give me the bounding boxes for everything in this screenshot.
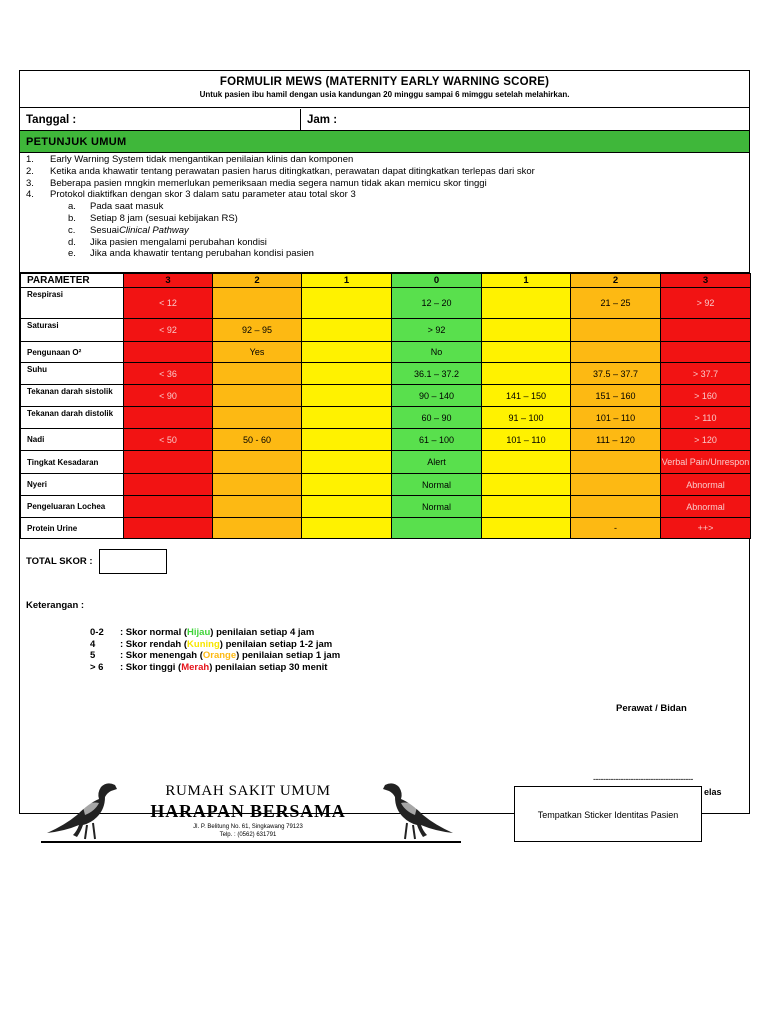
subitem-letter: d. — [68, 236, 76, 248]
jam-field[interactable]: Jam : — [307, 114, 338, 126]
score-cell[interactable] — [302, 407, 392, 429]
legend-pre: : Skor tinggi ( — [120, 661, 182, 673]
score-cell[interactable] — [571, 474, 661, 496]
table-row — [21, 451, 751, 474]
legend-color-word: Orange — [202, 650, 237, 662]
score-cell[interactable] — [213, 363, 302, 385]
score-cell[interactable] — [124, 496, 213, 518]
score-header: 3 — [661, 274, 751, 288]
score-cell[interactable] — [124, 407, 213, 429]
score-header: 0 — [392, 274, 482, 288]
subitem-letter: a. — [68, 201, 76, 213]
score-cell[interactable] — [571, 342, 661, 363]
subitem-text: Pada saat masuk — [90, 201, 164, 213]
table-row — [21, 319, 751, 342]
bird-left-icon — [43, 777, 125, 841]
parameter-header: PARAMETER — [21, 274, 124, 288]
legend-post: ) penilaian setiap 30 menit — [209, 661, 328, 673]
legend-key: 0-2 — [90, 627, 104, 638]
parameter-name: Saturasi — [21, 319, 124, 342]
score-cell[interactable] — [571, 496, 661, 518]
score-header: 2 — [571, 274, 661, 288]
score-cell[interactable]: 101 – 110 — [571, 407, 661, 429]
score-cell[interactable]: 92 – 95 — [213, 319, 302, 342]
instruction-subitem — [26, 213, 749, 225]
instructions-list — [20, 153, 749, 273]
signature-role: Perawat / Bidan — [616, 703, 687, 714]
title-block — [20, 71, 749, 108]
legend-item — [90, 639, 340, 651]
signature-suffix: elas — [704, 787, 722, 797]
score-cell[interactable] — [302, 474, 392, 496]
score-cell[interactable] — [482, 342, 571, 363]
score-cell[interactable]: 61 – 100 — [392, 429, 482, 451]
legend-color-word: Kuning — [187, 638, 220, 650]
instruction-item — [26, 178, 749, 190]
score-cell[interactable]: 101 – 110 — [482, 429, 571, 451]
score-cell[interactable]: 60 – 90 — [392, 407, 482, 429]
parameter-name: Pengunaan O² — [21, 342, 124, 363]
subitem-text: Jika pasien mengalami perubahan kondisi — [90, 236, 267, 248]
score-cell[interactable]: Abnormal — [661, 496, 751, 518]
bird-right-icon — [375, 777, 457, 841]
parameter-name: Nadi — [21, 429, 124, 451]
form-title: FORMULIR MEWS (MATERNITY EARLY WARNING SCORE) — [219, 76, 550, 88]
score-cell[interactable]: > 92 — [392, 319, 482, 342]
hospital-phone: Telp. : (0562) 631791 — [219, 832, 277, 838]
score-cell[interactable] — [482, 319, 571, 342]
subitem-letter: b. — [68, 212, 76, 224]
total-score-row — [26, 549, 167, 574]
score-cell[interactable] — [661, 342, 751, 363]
score-cell[interactable]: < 50 — [124, 429, 213, 451]
hospital-name-line1: RUMAH SAKIT UMUM — [165, 783, 331, 799]
keterangan-label: Keterangan : — [26, 600, 85, 611]
hospital-name — [139, 783, 357, 838]
score-cell[interactable]: 111 – 120 — [571, 429, 661, 451]
score-cell[interactable]: > 160 — [661, 385, 751, 407]
legend-post: ) penilaian setiap 1-2 jam — [219, 638, 333, 650]
score-cell[interactable]: No — [392, 342, 482, 363]
parameter-name: Nyeri — [21, 474, 124, 496]
score-cell[interactable] — [661, 319, 751, 342]
legend-item — [90, 650, 340, 662]
instruction-text: Ketika anda khawatir tentang perawatan pasien harus ditingkatkan, perawatan dapat ditingkatkan terlepas dari skor — [50, 165, 535, 177]
score-header: 1 — [302, 274, 392, 288]
parameter-name: Pengeluaran Lochea — [21, 496, 124, 518]
score-cell[interactable] — [124, 342, 213, 363]
score-cell[interactable]: > 120 — [661, 429, 751, 451]
score-cell[interactable] — [482, 518, 571, 539]
patient-sticker-box[interactable]: Tempatkan Sticker Identitas Pasien — [514, 786, 702, 842]
score-cell[interactable]: < 12 — [124, 288, 213, 319]
instruction-number: 4. — [26, 189, 34, 201]
mews-form — [19, 70, 750, 814]
score-cell[interactable]: Abnormal — [661, 474, 751, 496]
legend-pre: : Skor rendah ( — [120, 638, 188, 650]
subitem-letter: e. — [68, 248, 76, 260]
total-score-box[interactable] — [99, 549, 167, 574]
parameter-name: Tekanan darah distolik — [21, 407, 124, 429]
score-cell[interactable] — [302, 429, 392, 451]
instruction-subitem — [26, 248, 749, 260]
score-cell[interactable]: Normal — [392, 496, 482, 518]
hospital-name-line2: HARAPAN BERSAMA — [150, 801, 346, 821]
subitem-text: Sesuai — [90, 224, 120, 236]
tanggal-field[interactable]: Tanggal : — [20, 109, 301, 130]
score-cell[interactable] — [482, 474, 571, 496]
score-cell[interactable]: 141 – 150 — [482, 385, 571, 407]
score-cell[interactable] — [302, 319, 392, 342]
score-cell[interactable] — [302, 496, 392, 518]
table-row — [21, 496, 751, 518]
hospital-address: Jl. P. Belitung No. 61, Singkawang 79123 — [193, 824, 303, 830]
table-row — [21, 518, 751, 539]
instruction-item — [26, 189, 749, 201]
subitem-text: Setiap 8 jam (sesuai kebijakan RS) — [90, 212, 238, 224]
score-cell[interactable]: 50 - 60 — [213, 429, 302, 451]
score-cell[interactable]: 90 – 140 — [392, 385, 482, 407]
table-row — [21, 474, 751, 496]
instruction-number: 3. — [26, 177, 34, 189]
parameter-name: Protein Urine — [21, 518, 124, 539]
instruction-number: 1. — [26, 154, 34, 165]
score-header: 1 — [482, 274, 571, 288]
legend-post: ) penilaian setiap 4 jam — [210, 627, 315, 638]
legend-item — [90, 627, 340, 639]
subitem-italic-text: Clinical Pathway — [119, 224, 189, 236]
score-cell[interactable]: 12 – 20 — [392, 288, 482, 319]
instruction-subitem — [26, 237, 749, 249]
score-header: 3 — [124, 274, 213, 288]
petunjuk-heading: PETUNJUK UMUM — [20, 131, 749, 153]
score-cell[interactable]: 91 – 100 — [482, 407, 571, 429]
mews-score-table — [20, 273, 751, 539]
score-cell[interactable] — [124, 518, 213, 539]
instruction-subitem — [26, 225, 749, 237]
legend-pre: : Skor menengah ( — [120, 650, 203, 662]
score-cell[interactable]: Verbal Pain/Unrespon — [661, 451, 751, 474]
score-header: 2 — [213, 274, 302, 288]
score-cell[interactable] — [392, 518, 482, 539]
score-cell[interactable]: Yes — [213, 342, 302, 363]
score-cell[interactable] — [124, 451, 213, 474]
score-cell[interactable]: < 36 — [124, 363, 213, 385]
table-row — [21, 288, 751, 319]
legend-key: 5 — [90, 650, 96, 662]
subitem-letter: c. — [68, 224, 76, 236]
date-time-row — [20, 109, 749, 131]
score-cell[interactable]: > 110 — [661, 407, 751, 429]
score-cell[interactable] — [213, 474, 302, 496]
score-cell[interactable] — [302, 451, 392, 474]
score-cell[interactable] — [213, 518, 302, 539]
hospital-logo — [41, 775, 461, 847]
legend-item — [90, 662, 340, 674]
legend-key: > 6 — [90, 661, 104, 673]
score-cell[interactable] — [302, 518, 392, 539]
score-cell[interactable] — [213, 496, 302, 518]
table-row — [21, 342, 751, 363]
parameter-name: Suhu — [21, 363, 124, 385]
parameter-name: Tekanan darah sistolik — [21, 385, 124, 407]
score-cell[interactable]: < 90 — [124, 385, 213, 407]
score-cell[interactable] — [302, 385, 392, 407]
table-row — [21, 363, 751, 385]
legend-color-word: Hijau — [187, 627, 211, 638]
score-cell[interactable] — [482, 363, 571, 385]
parameter-name: Tingkat Kesadaran — [21, 451, 124, 474]
score-cell[interactable] — [213, 451, 302, 474]
score-cell[interactable] — [482, 288, 571, 319]
score-cell[interactable] — [213, 407, 302, 429]
legend-pre: : Skor normal ( — [120, 627, 188, 638]
score-legend — [90, 627, 340, 673]
score-cell[interactable] — [213, 288, 302, 319]
legend-post: ) penilaian setiap 1 jam — [236, 650, 341, 662]
score-cell[interactable]: ++> — [661, 518, 751, 539]
score-cell[interactable] — [302, 288, 392, 319]
table-row — [21, 407, 751, 429]
instruction-number: 2. — [26, 165, 34, 177]
score-cell[interactable]: Normal — [392, 474, 482, 496]
score-cell[interactable]: < 92 — [124, 319, 213, 342]
score-cell[interactable]: > 37.7 — [661, 363, 751, 385]
form-subtitle: Untuk pasien ibu hamil dengan usia kandungan 20 minggu sampai 6 mimggu setelah melahirkan. — [199, 90, 570, 99]
signature-line[interactable]: ---------------------------------------- — [593, 774, 693, 784]
legend-color-word: Merah — [181, 661, 210, 673]
total-score-label: TOTAL SKOR : — [26, 556, 93, 567]
score-cell[interactable] — [571, 319, 661, 342]
score-cell[interactable] — [213, 385, 302, 407]
score-cell[interactable] — [302, 363, 392, 385]
table-row — [21, 385, 751, 407]
parameter-name: Respirasi — [21, 288, 124, 319]
score-cell[interactable] — [124, 474, 213, 496]
instruction-text: Beberapa pasien mngkin memerlukan pemeriksaan media segera namun tidak akan memicu skor tinggi — [50, 177, 487, 189]
score-cell[interactable]: Alert — [392, 451, 482, 474]
table-row — [21, 429, 751, 451]
score-cell[interactable]: 36.1 – 37.2 — [392, 363, 482, 385]
score-cell[interactable] — [302, 342, 392, 363]
instruction-item — [26, 154, 749, 166]
subitem-text: Jika anda khawatir tentang perubahan kondisi pasien — [90, 248, 314, 260]
score-cell[interactable]: 21 – 25 — [571, 288, 661, 319]
score-cell[interactable] — [482, 496, 571, 518]
score-cell[interactable]: 151 – 160 — [571, 385, 661, 407]
instruction-subitem — [26, 201, 749, 213]
score-cell[interactable] — [571, 451, 661, 474]
score-cell[interactable]: - — [571, 518, 661, 539]
table-header-row — [21, 274, 751, 288]
score-cell[interactable]: 37.5 – 37.7 — [571, 363, 661, 385]
logo-baseline — [41, 841, 461, 843]
score-cell[interactable] — [482, 451, 571, 474]
legend-key: 4 — [90, 638, 96, 650]
instruction-text: Protokol diaktifkan dengan skor 3 dalam satu parameter atau total skor 3 — [50, 189, 356, 201]
score-cell[interactable]: > 92 — [661, 288, 751, 319]
instruction-item — [26, 166, 749, 178]
instruction-text: Early Warning System tidak mengantikan penilaian klinis dan komponen — [50, 154, 354, 165]
